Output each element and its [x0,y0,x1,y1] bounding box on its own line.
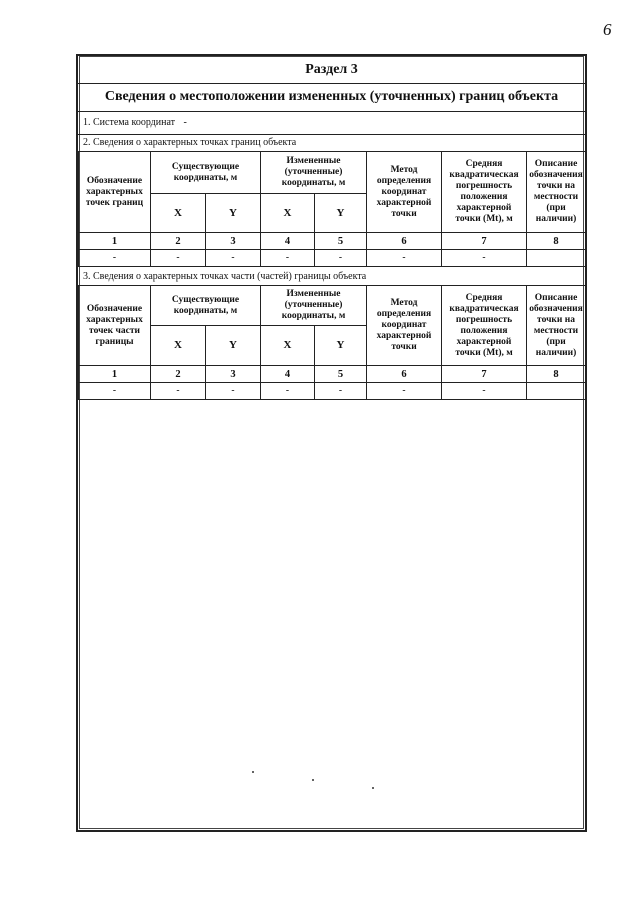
header-existing-coordinates: Существующие координаты, м [151,286,261,326]
scan-speck [372,787,374,789]
header-x: X [151,326,206,366]
table-cell: - [315,250,367,267]
scan-speck [252,771,254,773]
table1-caption: 2. Сведения о характерных точках границ объекта [83,137,297,148]
header-description: Описание обозначения точки на местности (при наличии) [527,286,586,366]
table-cell [527,383,586,400]
section-title: Раздел 3 [305,62,358,77]
header-designation: Обозначение характерных точек части границы [79,286,151,366]
column-number: 7 [442,366,527,383]
part-boundary-points-table [78,285,586,400]
header-y: Y [206,194,261,233]
table-cell: - [206,383,261,400]
table-cell: - [79,250,151,267]
table-cell: - [315,383,367,400]
column-number: 6 [367,233,442,250]
section-subtitle: Сведения о местоположении измененных (уточненных) границ объекта [104,89,559,104]
header-method: Метод определения координат характерной точки [367,152,442,233]
header-existing-coordinates: Существующие координаты, м [151,152,261,194]
column-number: 2 [151,233,206,250]
header-description: Описание обозначения точки на местности (при наличии) [527,152,586,233]
header-error: Средняя квадратическая погрешность положения характерной точки (Mt), м [442,286,527,366]
column-number: 5 [315,233,367,250]
table-cell: - [261,250,315,267]
column-number: 6 [367,366,442,383]
table-cell: - [206,250,261,267]
header-changed-coordinates: Измененные (уточненные) координаты, м [261,286,367,326]
table-row [79,250,586,267]
coordinate-system-label: 1. Система координат [83,117,176,128]
header-x: X [261,326,315,366]
header-y: Y [206,326,261,366]
table-row [79,383,586,400]
table2-caption: 3. Сведения о характерных точках части (частей) границы объекта [83,271,367,282]
column-number: 3 [206,366,261,383]
table-cell: - [151,250,206,267]
column-number: 3 [206,233,261,250]
header-changed-coordinates: Измененные (уточненные) координаты, м [261,152,367,194]
column-number: 4 [261,233,315,250]
coordinate-system-value: - [183,117,187,128]
table-cell: - [367,250,442,267]
header-designation: Обозначение характерных точек границ [79,152,151,233]
table-cell: - [79,383,151,400]
column-number: 8 [527,366,586,383]
boundary-points-table [78,151,586,267]
header-method: Метод определения координат характерной точки [367,286,442,366]
column-number: 7 [442,233,527,250]
column-number: 2 [151,366,206,383]
header-x: X [151,194,206,233]
header-error: Средняя квадратическая погрешность положения характерной точки (Mt), м [442,152,527,233]
header-x: X [261,194,315,233]
table-cell: - [151,383,206,400]
table-cell: - [442,383,527,400]
coordinate-system-line [83,114,187,132]
table-cell [527,250,586,267]
divider [78,111,585,112]
table-cell: - [442,250,527,267]
column-number: 5 [315,366,367,383]
header-y: Y [315,194,367,233]
page-number: 6 [603,20,612,39]
column-number: 8 [527,233,586,250]
table-cell: - [367,383,442,400]
column-number: 4 [261,366,315,383]
column-number: 1 [79,366,151,383]
header-y: Y [315,326,367,366]
scan-speck [312,779,314,781]
table-cell: - [261,383,315,400]
column-number: 1 [79,233,151,250]
